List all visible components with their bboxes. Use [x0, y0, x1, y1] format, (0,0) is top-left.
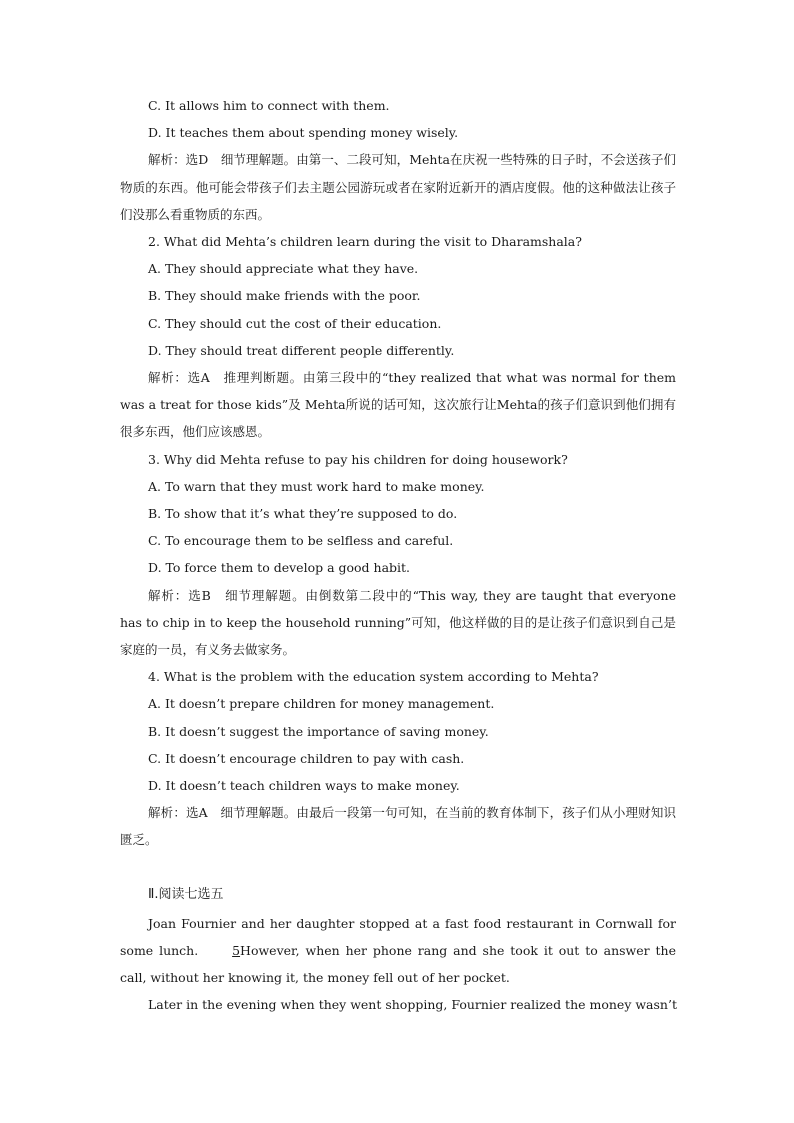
q1-option-d: D. It teaches them about spending money wisely.	[148, 125, 459, 141]
q3-option-d: D. To force them to develop a good habit.	[148, 560, 411, 576]
passage-p1-after: However, when her phone rang and she took it out to answer the call, without her knowing it, the money fell out of her pocket.	[120, 942, 676, 986]
q3-analysis: 解析：选B 细节理解题。由倒数第二段中的“This way, they are taught that everyone has to chip in to keep the household running”可知，他这样做的目的是让孩子们意识到自己是家庭的一员，有义务去做家务。	[120, 587, 676, 658]
document-page	[120, 92, 676, 1019]
q1-option-c: C. It allows him to connect with them.	[148, 98, 390, 113]
q2-question: 2. What did Mehta’s children learn during the visit to Dharamshala?	[148, 234, 582, 250]
q4-option-b: B. It doesn’t suggest the importance of saving money.	[148, 723, 489, 739]
q4-option-c: C. It doesn’t encourage children to pay with cash.	[148, 750, 465, 766]
q4-analysis: 解析：选A 细节理解题。由最后一段第一句可知，在当前的教育体制下，孩子们从小理财知识匮乏。	[120, 805, 676, 848]
q2-analysis: 解析：选A 推理判断题。由第三段中的“they realized that what was normal for them was a treat for those kids”及 Mehta所说的话可知，这次旅行让Mehta的孩子们意识到他们拥有很多东西，他们应该感恩。	[120, 370, 676, 440]
q3-question: 3. Why did Mehta refuse to pay his children for doing housework?	[148, 451, 568, 467]
q3-option-c: C. To encourage them to be selfless and careful.	[148, 533, 454, 549]
q4-option-d: D. It doesn’t teach children ways to make money.	[148, 778, 460, 794]
section-spacer	[120, 854, 676, 880]
passage-p1-before: Joan Fournier and her daughter stopped at a fast food restaurant in Cornwall for some lunch.	[120, 915, 676, 958]
section-title: Ⅱ.阅读七选五	[148, 886, 224, 902]
q4-question: 4. What is the problem with the education system according to Mehta?	[148, 669, 599, 685]
q2-option-d: D. They should treat different people differently.	[148, 342, 455, 358]
passage-paragraph-2: Later in the evening when they went shopping, Fournier realized the money wasn’t	[148, 997, 677, 1013]
q2-option-c: C. They should cut the cost of their education.	[148, 315, 442, 331]
q3-option-b: B. To show that it’s what they’re supposed to do.	[148, 506, 458, 522]
q1-analysis: 解析：选D 细节理解题。由第一、二段可知，Mehta在庆祝一些特殊的日子时，不会送孩子们物质的东西。他可能会带孩子们去主题公园游玩或者在家附近新开的酒店度假。他的这种做法让孩子们没那么看重物质的东西。	[120, 152, 676, 222]
q3-option-a: A. To warn that they must work hard to make money.	[148, 478, 485, 494]
q4-option-a: A. It doesn’t prepare children for money management.	[148, 696, 495, 712]
passage-paragraph-1	[120, 910, 676, 992]
q2-option-a: A. They should appreciate what they have.	[148, 261, 419, 277]
answer-blank-5: 5	[232, 942, 241, 958]
q2-option-b: B. They should make friends with the poor.	[148, 288, 421, 304]
